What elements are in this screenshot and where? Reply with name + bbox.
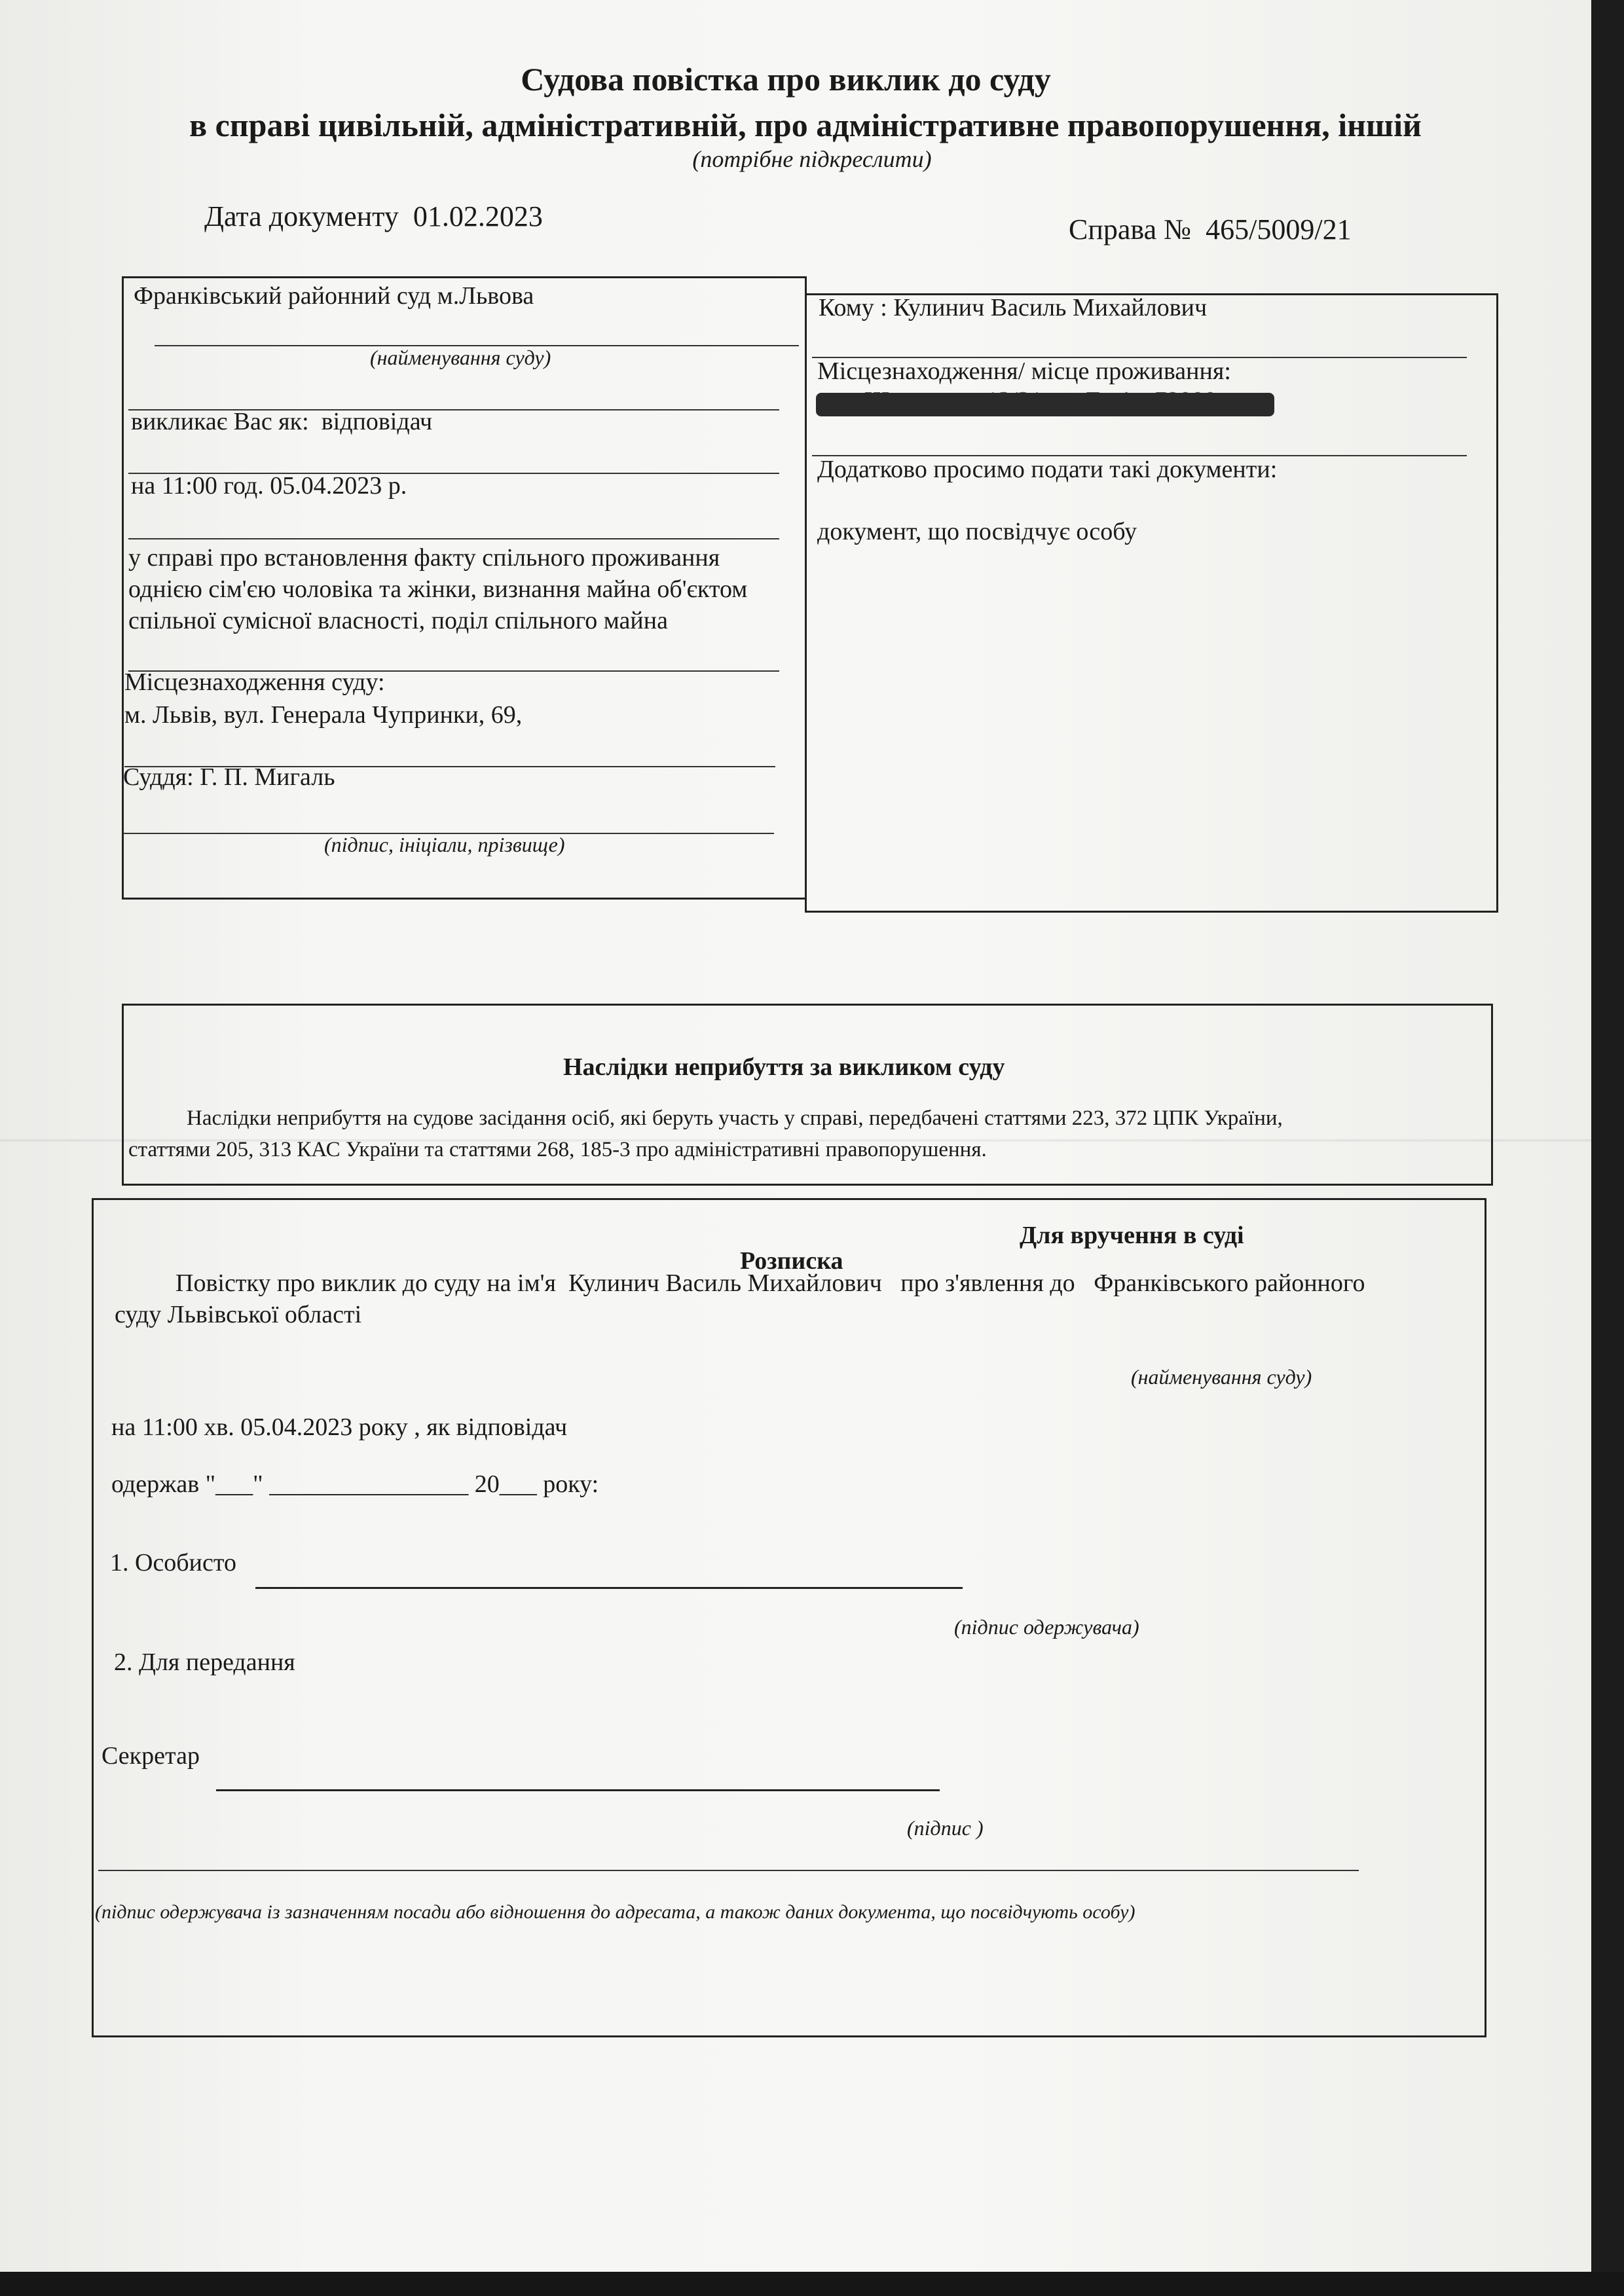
residence-label: Місцезнаходження/ місце проживання:	[817, 357, 1231, 385]
receipt-court: Франківського районного	[1094, 1269, 1365, 1297]
receipt-line1	[175, 1269, 1365, 1298]
document-title: Судова повістка про виклик до суду	[521, 61, 1051, 98]
redaction-mark	[816, 393, 1274, 416]
case-label: Справа №	[1069, 213, 1192, 246]
sign-caption: (підпис )	[907, 1816, 984, 1840]
court-location-value: м. Львів, вул. Генерала Чупринки, 69,	[124, 701, 523, 729]
receipt-time: на 11:00 хв. 05.04.2023 року , як відповідач	[111, 1413, 568, 1441]
summons-role	[131, 407, 432, 436]
receipt-title: Розписка	[740, 1247, 843, 1275]
additional-docs-value: документ, що посвідчує особу	[817, 518, 1137, 545]
case-description-line2: однією сім'єю чоловіка та жінки, визнання майна об'єктом	[128, 575, 748, 603]
date-label: Дата документу	[204, 200, 399, 232]
case-number	[1069, 213, 1352, 246]
receipt-line1-prefix: Повістку про виклик до суду на ім'я	[175, 1269, 556, 1297]
additional-docs-label: Додатково просимо подати такі документи:	[817, 456, 1278, 483]
recipient-to: Кому : Кулинич Василь Михайлович	[819, 294, 1208, 321]
for-transfer-label: 2. Для передання	[114, 1649, 295, 1676]
secretary-signature-line	[216, 1789, 940, 1791]
recipient-sign-caption: (підпис одержувача)	[954, 1615, 1139, 1639]
secretary-label: Секретар	[101, 1742, 200, 1770]
document-date	[204, 200, 543, 233]
date-value: 01.02.2023	[413, 200, 543, 232]
footer-caption: (підпис одержувача із зазначенням посади або відношення до адресата, а також даних документа, що посвідчують особу)	[95, 1901, 1135, 1923]
summons-as-value: відповідач	[321, 408, 433, 435]
personally-signature-line	[255, 1587, 963, 1589]
summons-as-label: викликає Вас як:	[131, 408, 309, 435]
footer-signature-line	[98, 1870, 1359, 1871]
signature-caption: (підпис, ініціали, прізвище)	[324, 833, 565, 856]
document-subtitle: (потрібне підкреслити)	[692, 146, 932, 172]
document-title-line2: в справі цивільній, адміністративній, про адміністративне правопорушення, іншій	[189, 107, 1422, 143]
consequences-title: Наслідки неприбуття за викликом суду	[563, 1053, 1005, 1081]
court-location-label: Місцезнаходження суду:	[124, 668, 385, 696]
judge-line: Суддя: Г. П. Мигаль	[123, 763, 335, 791]
recipient-name: Кулинич Василь Михайлович	[568, 1269, 882, 1297]
for-court-label: Для вручення в суді	[1020, 1222, 1244, 1249]
hearing-time: на 11:00 год. 05.04.2023 р.	[131, 472, 407, 500]
scan-edge-right	[1591, 0, 1624, 2296]
personally-label: 1. Особисто	[110, 1549, 236, 1576]
case-description-line1: у справі про встановлення факту спільного проживання	[128, 544, 720, 572]
scan-edge-bottom	[0, 2272, 1624, 2296]
case-value: 465/5009/21	[1206, 213, 1352, 246]
court-name-caption: (найменування суду)	[370, 346, 551, 369]
court-name: Франківський районний суд м.Львова	[134, 282, 534, 310]
case-description-line3: спільної сумісної власності, поділ спільного майна	[128, 607, 668, 634]
consequences-text-line2: статтями 205, 313 КАС України та статтями 268, 185-3 про адміністративні правопорушення.	[128, 1138, 987, 1161]
received-date-line: одержав "___" ________________ 20___ року:	[111, 1470, 599, 1498]
receipt-court-caption: (найменування суду)	[1131, 1365, 1312, 1389]
receipt-line1-mid: про з'явлення до	[900, 1269, 1075, 1297]
receipt-line2: суду Львівської області	[115, 1301, 362, 1328]
consequences-text-line1: Наслідки неприбуття на судове засідання осіб, які беруть участь у справі, передбачені статтями 223, 372 ЦПК України,	[187, 1106, 1283, 1130]
